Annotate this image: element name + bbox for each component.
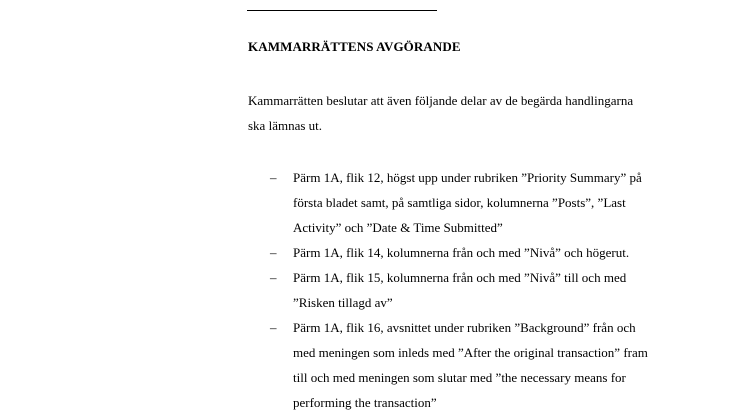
list-item [270, 165, 730, 240]
list-item-line: Activity” och ”Date & Time Submitted” [293, 220, 503, 235]
list-item-line: Pärm 1A, flik 16, avsnittet under rubriken ”Background” från och [293, 320, 636, 335]
bullet-dash: – [270, 245, 277, 260]
list-item [270, 240, 730, 265]
list-item-line: Pärm 1A, flik 15, kolumnerna från och med ”Nivå” till och med [293, 270, 627, 285]
document-list [270, 165, 730, 415]
list-item-line: första bladet samt, på samtliga sidor, kolumnerna ”Posts”, ”Last [293, 195, 626, 210]
horizontal-rule [247, 10, 437, 11]
intro-paragraph [248, 88, 718, 138]
intro-line: ska lämnas ut. [248, 118, 323, 133]
list-item-line: med meningen som inleds med ”After the original transaction” fram [293, 345, 648, 360]
section-heading: KAMMARRÄTTENS AVGÖRANDE [248, 39, 461, 54]
list-item-line: Pärm 1A, flik 14, kolumnerna från och med ”Nivå” och högerut. [293, 245, 630, 260]
list-item [270, 315, 730, 415]
bullet-dash: – [270, 170, 277, 185]
bullet-dash: – [270, 320, 277, 335]
list-item [270, 265, 730, 315]
list-item-line: performing the transaction” [293, 395, 437, 410]
list-item-line: Pärm 1A, flik 12, högst upp under rubriken ”Priority Summary” på [293, 170, 642, 185]
intro-line: Kammarrätten beslutar att även följande delar av de begärda handlingarna [248, 93, 634, 108]
list-item-line: ”Risken tillagd av” [293, 295, 393, 310]
list-item-line: till och med meningen som slutar med ”the necessary means for [293, 370, 626, 385]
bullet-dash: – [270, 270, 277, 285]
